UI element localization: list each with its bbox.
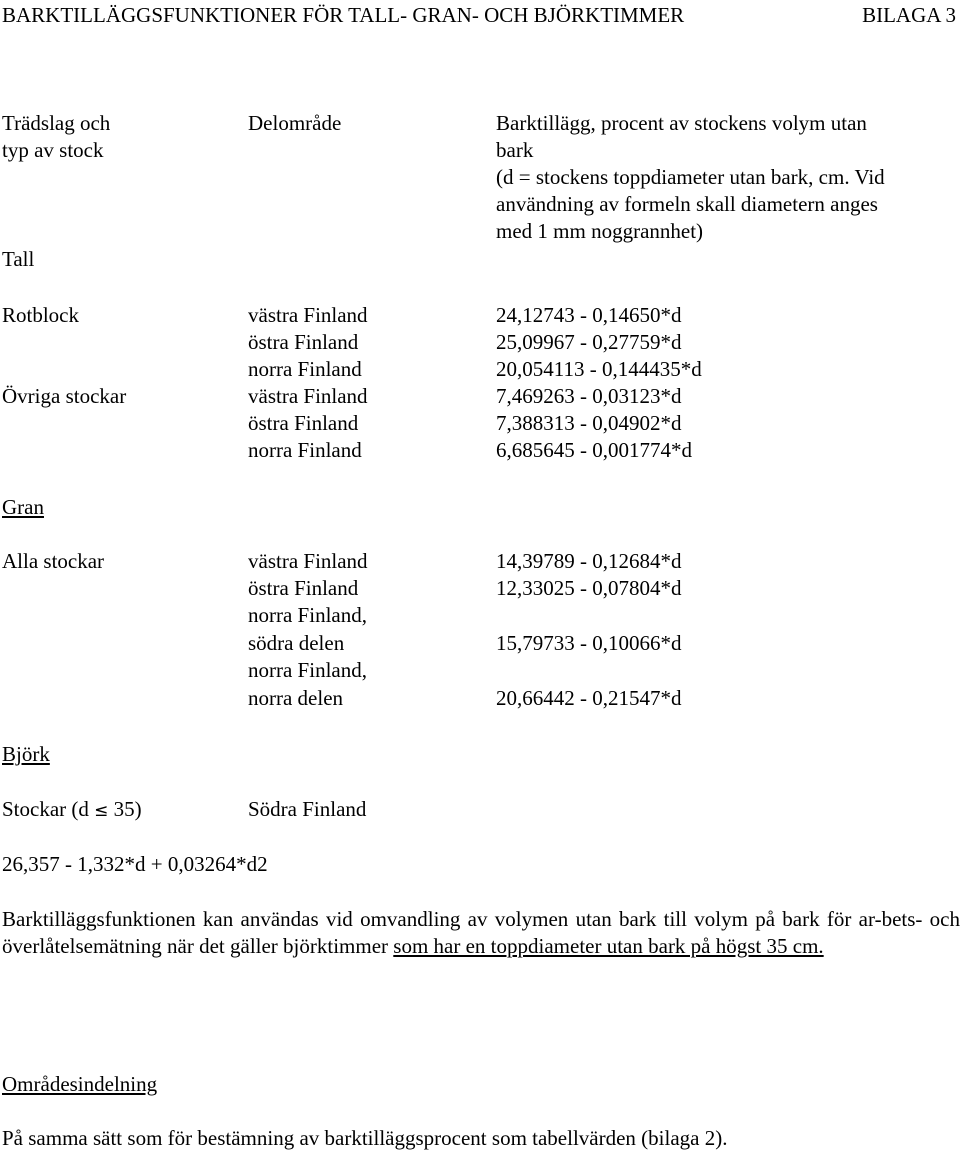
bjork-heading: Björk (2, 742, 50, 766)
gran-type: Alla stockar (2, 549, 105, 573)
col1-header-line1: Trädslag och (2, 111, 111, 135)
tall-row-formula: 7,388313 - 0,04902*d (496, 411, 682, 435)
gran-heading: Gran (2, 495, 44, 519)
tall-row-formula: 6,685645 - 0,001774*d (496, 438, 692, 462)
document-title: BARKTILLÄGGSFUNKTIONER FÖR TALL- GRAN- OCH BJÖRKTIMMER (2, 3, 685, 27)
col3-header-line5: med 1 mm noggrannhet) (496, 219, 704, 243)
gran-row-region: östra Finland (248, 576, 359, 600)
bjork-type-suffix: 35) (108, 797, 142, 821)
omrade-heading: Områdesindelning (2, 1072, 158, 1096)
tall-row-formula: 25,09967 - 0,27759*d (496, 330, 682, 354)
bjork-type-prefix: Stockar (d (2, 797, 95, 821)
tall-row-type: Övriga stockar (2, 384, 127, 408)
omrade-text: På samma sätt som för bestämning av barktilläggsprocent som tabellvärden (bilaga 2). (2, 1126, 728, 1150)
gran-row-region-line2: södra delen (248, 631, 345, 655)
appendix-label: BILAGA 3 (862, 3, 956, 27)
bjork-region: Södra Finland (248, 797, 367, 821)
gran-row-region-line2: norra delen (248, 686, 344, 710)
col1-header-line2: typ av stock (2, 138, 104, 162)
gran-row-region-line1: norra Finland, (248, 603, 367, 627)
tall-row-formula: 24,12743 - 0,14650*d (496, 303, 682, 327)
col3-header-line2: bark (496, 138, 534, 162)
gran-row-formula: 12,33025 - 0,07804*d (496, 576, 682, 600)
gran-row-region-line1: norra Finland, (248, 658, 367, 682)
less-equal-symbol: ≤ (94, 801, 109, 821)
bjork-type (2, 796, 142, 825)
tall-row-formula: 20,054113 - 0,144435*d (496, 357, 702, 381)
col2-header: Delområde (248, 111, 342, 135)
tall-row-formula: 7,469263 - 0,03123*d (496, 384, 682, 408)
tall-row-region: östra Finland (248, 411, 359, 435)
bark-note-text: Barktilläggsfunktionen kan användas vid omvandling av volymen utan bark till volym på bark för ar-bets- och överlåtelsemätning när det gäller björktimmer (2, 907, 960, 958)
tall-row-region: västra Finland (248, 303, 368, 327)
tall-row-region: norra Finland (248, 438, 362, 462)
gran-row-formula: 15,79733 - 0,10066*d (496, 631, 682, 655)
col3-header-line4: användning av formeln skall diametern anges (496, 192, 878, 216)
tall-row-region: västra Finland (248, 384, 368, 408)
col3-header-line3: (d = stockens toppdiameter utan bark, cm. Vid (496, 165, 885, 189)
gran-row-formula: 20,66442 - 0,21547*d (496, 686, 682, 710)
tall-row-region: östra Finland (248, 330, 359, 354)
gran-row-formula: 14,39789 - 0,12684*d (496, 549, 682, 573)
tall-row-region: norra Finland (248, 357, 362, 381)
bark-note-underlined: som har en toppdiameter utan bark på högst 35 cm. (393, 934, 824, 958)
col3-header-line1: Barktillägg, procent av stockens volym utan (496, 111, 867, 135)
gran-row-region: västra Finland (248, 549, 368, 573)
tall-heading: Tall (2, 247, 35, 271)
bark-note-paragraph (2, 906, 960, 960)
tall-row-type: Rotblock (2, 303, 79, 327)
bjork-formula: 26,357 - 1,332*d + 0,03264*d2 (2, 852, 268, 876)
